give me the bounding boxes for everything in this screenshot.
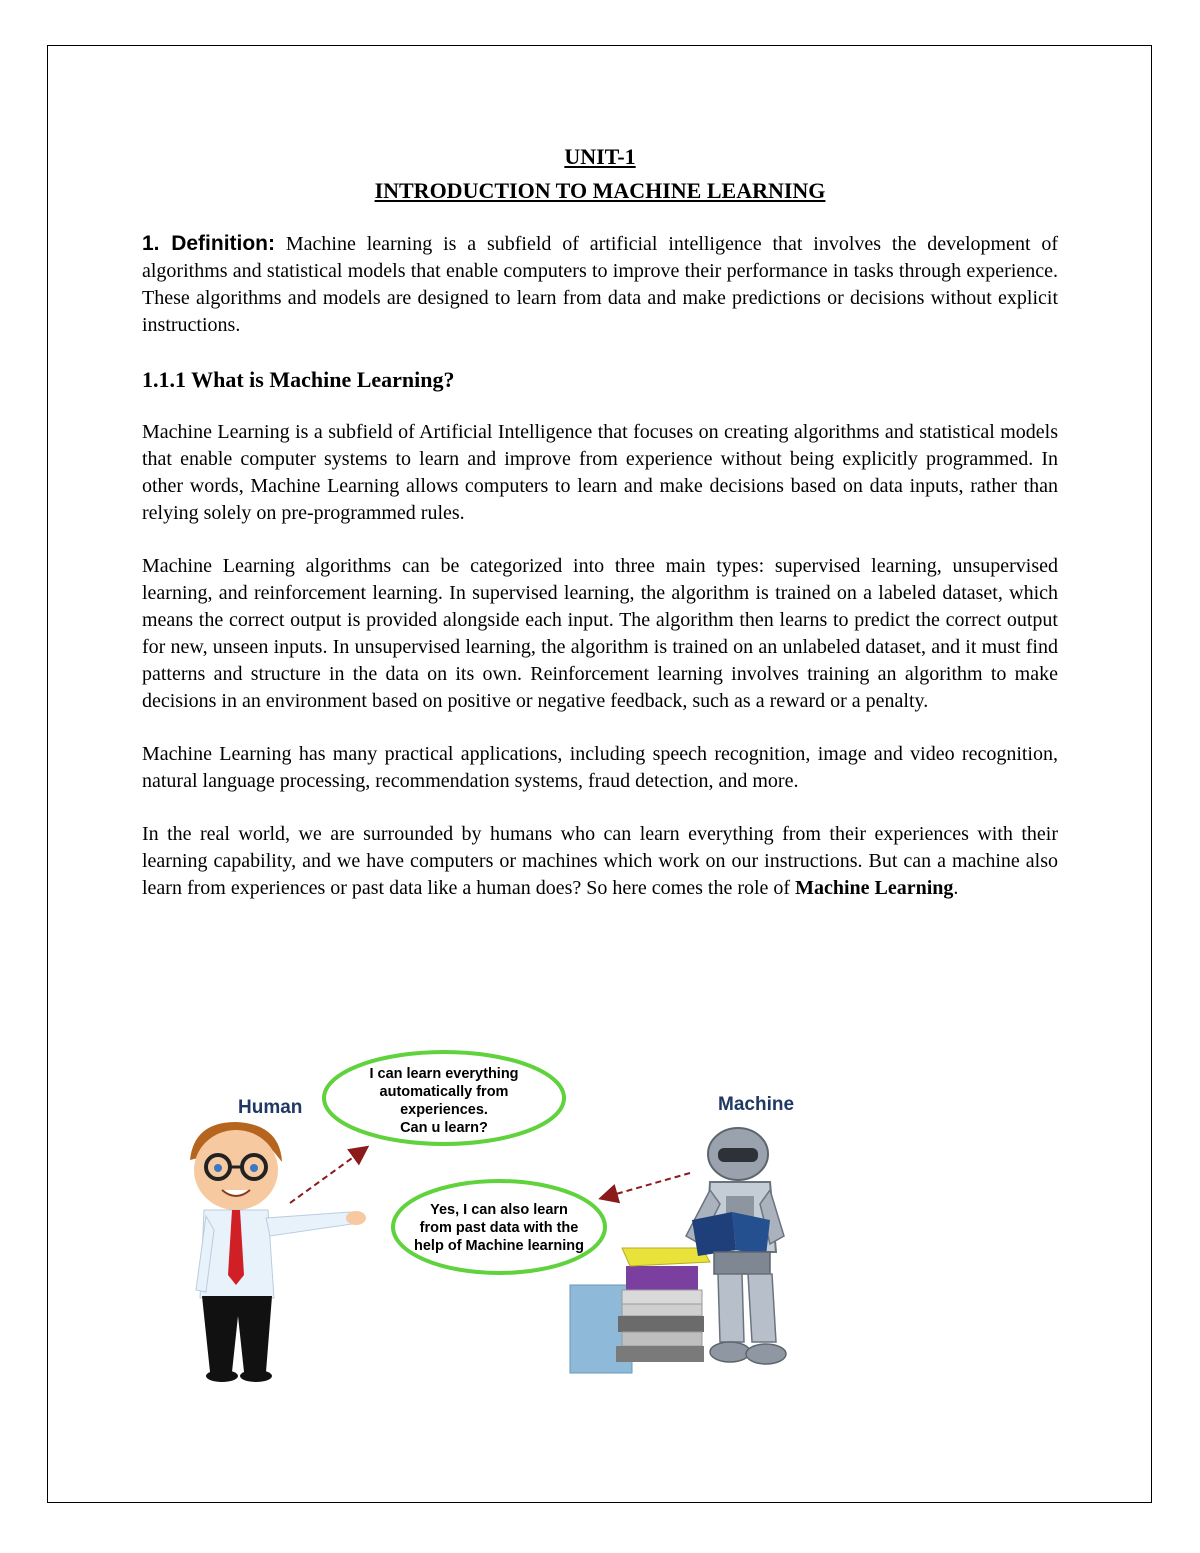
document-body [142, 140, 1058, 902]
arrow-machine-to-bubble [602, 1173, 690, 1198]
paragraph-4-text: In the real world, we are surrounded by humans who can learn everything from their experiences with their learning capability, and we have computers or machines which work on our instructions. But can a machine also learn from experiences or past data like a human does? So here comes the role of [142, 823, 1058, 899]
paragraph-1: Machine Learning is a subfield of Artificial Intelligence that focuses on creating algorithms and statistical models that enable computer systems to learn and improve from experience without being explicitly programmed. In other words, Machine Learning allows computers to learn and make decisions based on data inputs, rather than relying solely on pre-programmed rules. [142, 421, 1058, 524]
human-machine-illustration [170, 1040, 1030, 1385]
paragraph-4 [142, 821, 1058, 902]
paragraph-2: Machine Learning algorithms can be categorized into three main types: supervised learning, unsupervised learning, and reinforcement learning. In supervised learning, the algorithm is trained on a labeled dataset, which means the correct output is provided alongside each input. The algorithm then learns to predict the correct output for new, unseen inputs. In unsupervised learning, the algorithm is trained on an unlabeled dataset, and it must find patterns and structure in the data on its own. Reinforcement learning involves training an algorithm to make decisions in an environment based on positive or negative feedback, such as a reward or a penalty. [142, 555, 1058, 712]
section-heading: 1.1.1 What is Machine Learning? [142, 367, 455, 392]
definition-text: Machine learning is a subfield of artificial intelligence that involves the development of algorithms and statistical models that enable computers to improve their performance in tasks through experience. These algorithms and models are designed to learn from data and make predictions or decisions without explicit instructions. [142, 233, 1059, 336]
definition-lead: 1. Definition: [142, 232, 276, 255]
machine-label: Machine [718, 1094, 795, 1115]
bubble-bottom-line-1: Yes, I can also learn [430, 1202, 568, 1218]
human-figure [190, 1122, 366, 1382]
bubble-top-line-4: Can u learn? [400, 1120, 488, 1136]
book-stack [570, 1248, 710, 1373]
human-label: Human [238, 1097, 303, 1118]
page-title: INTRODUCTION TO MACHINE LEARNING [374, 178, 826, 203]
bubble-top-line-3: experiences. [400, 1102, 488, 1118]
bubble-bottom-line-2: from past data with the [419, 1220, 579, 1236]
speech-bubble-machine [393, 1181, 605, 1273]
speech-bubble-human [324, 1052, 564, 1144]
bubble-top-line-1: I can learn everything [369, 1066, 519, 1082]
machine-learning-emphasis: Machine Learning [795, 877, 954, 899]
bubble-top-line-2: automatically from [379, 1084, 509, 1100]
unit-label: UNIT-1 [564, 144, 636, 169]
definition-paragraph [142, 230, 1058, 339]
paragraph-3: Machine Learning has many practical applications, including speech recognition, image and video recognition, natural language processing, recommendation systems, fraud detection, and more. [142, 743, 1058, 792]
paragraph-4-end: . [953, 877, 959, 899]
arrow-human-to-bubble [290, 1148, 366, 1203]
bubble-bottom-line-3: help of Machine learning [414, 1238, 584, 1254]
